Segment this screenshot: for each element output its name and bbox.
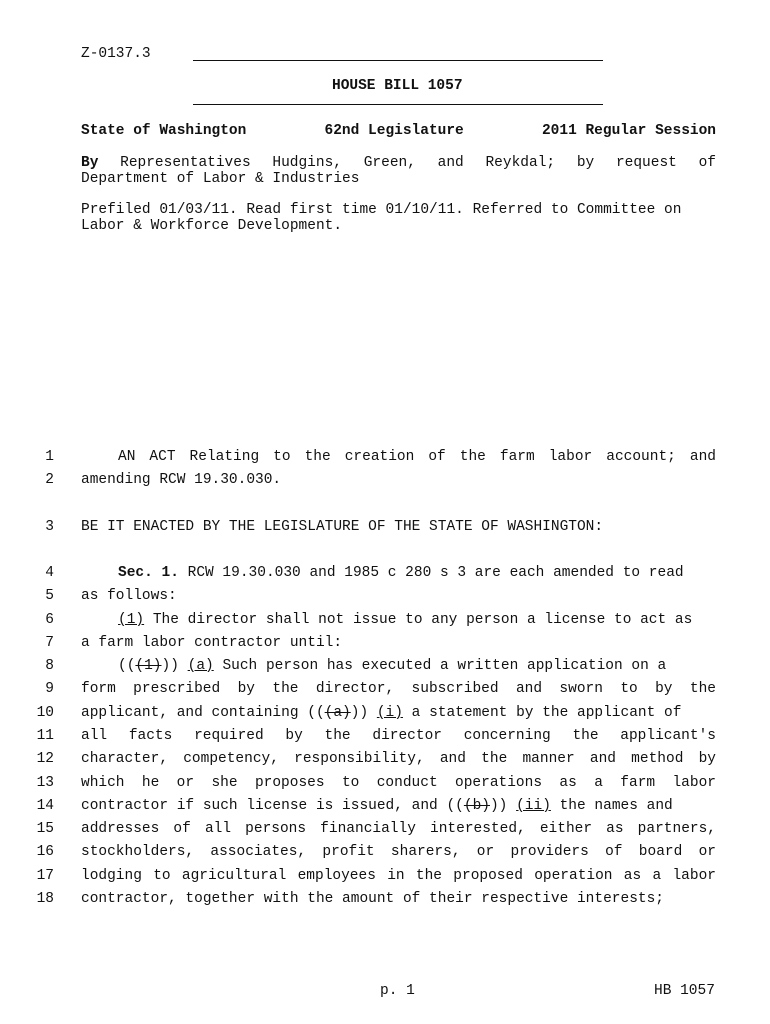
- header-rule-bottom: [193, 104, 603, 105]
- sponsor-word: and: [437, 155, 464, 171]
- bill-line-11: all facts required by the director concerning the applicant's: [81, 728, 716, 744]
- inserted-text: (1): [118, 612, 145, 628]
- line-text: The director shall not issue to any person a license to act as: [152, 612, 693, 628]
- line-number: 5: [45, 588, 54, 604]
- sponsor-word: of: [698, 155, 716, 171]
- deleted-text: (1): [135, 658, 162, 674]
- inserted-text: (ii): [516, 798, 551, 814]
- document-code: Z-0137.3: [81, 46, 151, 62]
- bill-line-16: stockholders, associates, profit sharers, or providers of board or: [81, 844, 716, 860]
- line-number: 14: [36, 798, 54, 814]
- header-rule-top: [193, 60, 603, 61]
- line-number: 6: [45, 612, 54, 628]
- deleted-text: (a): [324, 705, 351, 721]
- delete-open: ((: [118, 658, 136, 674]
- state-label: State of Washington: [81, 123, 247, 139]
- sponsor-word: Representatives: [120, 155, 251, 171]
- sponsor-word: Green,: [363, 155, 416, 171]
- line-number: 7: [45, 635, 54, 651]
- bill-line-1: AN ACT Relating to the creation of the farm labor account; and: [118, 449, 716, 465]
- delete-close: )): [489, 798, 508, 814]
- sponsor-word: Hudgins,: [272, 155, 342, 171]
- sponsor-word: request: [615, 155, 677, 171]
- line-number: 1: [45, 449, 54, 465]
- legislature-label: 62nd Legislature: [324, 123, 464, 139]
- bill-line-14: [81, 797, 716, 815]
- by-label: By: [81, 155, 99, 171]
- bill-title: HOUSE BILL 1057: [332, 78, 463, 94]
- line-number: 4: [45, 565, 54, 581]
- bill-line-12: character, competency, responsibility, and the manner and method by: [81, 751, 716, 767]
- bill-line-8: [81, 657, 716, 675]
- page-number: p. 1: [380, 983, 415, 999]
- line-number: 12: [36, 751, 54, 767]
- line-number: 11: [36, 728, 54, 744]
- enacting-clause: BE IT ENACTED BY THE LEGISLATURE OF THE STATE OF WASHINGTON:: [81, 519, 604, 535]
- line-number: 9: [45, 681, 54, 697]
- bill-line-7: a farm labor contractor until:: [81, 635, 343, 651]
- prefiled-line-2: Labor & Workforce Development.: [81, 218, 343, 234]
- line-text: applicant, and containing ((: [81, 705, 325, 721]
- bill-line-10: [81, 704, 716, 722]
- line-text: a statement by the applicant of: [411, 705, 682, 721]
- line-number: 3: [45, 519, 54, 535]
- inserted-text: (a): [187, 658, 214, 674]
- line-number: 10: [36, 705, 54, 721]
- line-text: Such person has executed a written application on a: [222, 658, 667, 674]
- inserted-text: (i): [376, 705, 403, 721]
- sponsor-word: Reykdal;: [485, 155, 556, 171]
- bill-reference: HB 1057: [654, 983, 715, 999]
- section-amend-text: RCW 19.30.030 and 1985 c 280 s 3 are each amended to read: [187, 565, 684, 581]
- deleted-text: (b): [463, 798, 490, 814]
- line-number: 17: [36, 868, 54, 884]
- bill-line-2: amending RCW 19.30.030.: [81, 472, 282, 488]
- line-number: 13: [36, 775, 54, 791]
- line-number: 8: [45, 658, 54, 674]
- bill-line-6: [81, 611, 716, 629]
- delete-close: )): [350, 705, 369, 721]
- line-number: 2: [45, 472, 54, 488]
- section-heading: Sec. 1.: [118, 565, 179, 581]
- line-number: 15: [36, 821, 54, 837]
- bill-line-18: contractor, together with the amount of their respective interests;: [81, 891, 664, 907]
- bill-line-9: form prescribed by the director, subscribed and sworn to by the: [81, 681, 716, 697]
- line-number: 16: [36, 844, 54, 860]
- line-text: contractor if such license is issued, and ((: [81, 798, 464, 814]
- line-text: the names and: [559, 798, 673, 814]
- sponsors-line-2: Department of Labor & Industries: [81, 171, 360, 187]
- session-label: 2011 Regular Session: [541, 123, 716, 139]
- session-row: [81, 123, 716, 139]
- bill-line-5: as follows:: [81, 588, 177, 604]
- bill-line-17: lodging to agricultural employees in the proposed operation as a labor: [81, 868, 716, 884]
- bill-line-4: [81, 564, 716, 582]
- bill-line-15: addresses of all persons financially interested, either as partners,: [81, 821, 716, 837]
- sponsor-word: by: [576, 155, 595, 171]
- prefiled-line-1: Prefiled 01/03/11. Read first time 01/10/11. Referred to Committee on: [81, 202, 682, 218]
- line-number: 18: [36, 891, 54, 907]
- bill-line-13: which he or she proposes to conduct operations as a farm labor: [81, 775, 716, 791]
- delete-close: )): [161, 658, 179, 674]
